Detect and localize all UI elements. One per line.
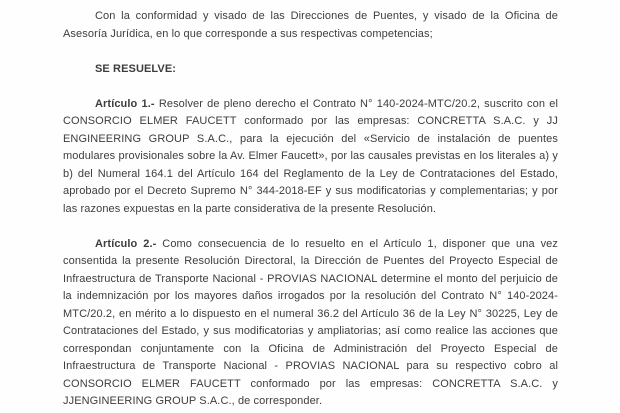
- articulo-1-paragraph: [63, 96, 558, 219]
- articulo-2-text: Como consecuencia de lo resuelto en el Artículo 1, disponer que una vez consentida la presente Resolución Directoral, la Dirección de Puentes del Proyecto Especial de Infraestructura de Transporte Nacional - PROVIAS NACIONAL determine el monto del perjuicio de la indemnización por los mayores daños irrogados por la resolución del Contrato N° 140-2024-MTC/20.2, en mérito a lo dispuesto en el numeral 36.2 del Artículo 36 de la Ley N° 30225, Ley de Contrataciones del Estado, y sus modificatorias y ampliatorias; así como realice las acciones que correspondan conjuntamente con la Oficina de Administración del Proyecto Especial de Infraestructura de Transporte Nacional - PROVIAS NACIONAL para su respectivo cobro al CONSORCIO ELMER FAUCETT conformado por las empresas: CONCRETTA S.A.C. y JJENGINEERING GROUP S.A.C., de corresponder.: [63, 237, 558, 407]
- articulo-2-label: Artículo 2.-: [95, 237, 157, 250]
- se-resuelve-heading: SE RESUELVE:: [95, 62, 177, 75]
- articulo-1-text: Resolver de pleno derecho el Contrato N° 140-2024-MTC/20.2, suscrito con el CONSORCIO ELMER FAUCETT conformado por las empresas: CONCRETTA S.A.C. y JJ ENGINEERING GROUP S.A.C., para la ejecución del «Servicio de instalación de puentes modulares provisionales sobre la Av. Elmer Faucett», por las causales previstas en los literales a) y b) del Numeral 164.1 del Artículo 164 del Reglamento de la Ley de Contrataciones del Estado, aprobado por el Decreto Supremo N° 344-2018-EF y sus modificatorias y complementarias; y por las razones expuestas en la parte considerativa de la presente Resolución.: [63, 97, 558, 215]
- articulo-1-label: Artículo 1.-: [95, 97, 155, 110]
- intro-paragraph: Con la conformidad y visado de las Direcciones de Puentes, y visado de la Oficina de Asesoría Jurídica, en lo que corresponde a sus respectivas competencias;: [63, 10, 558, 40]
- articulo-2-paragraph: [63, 236, 558, 411]
